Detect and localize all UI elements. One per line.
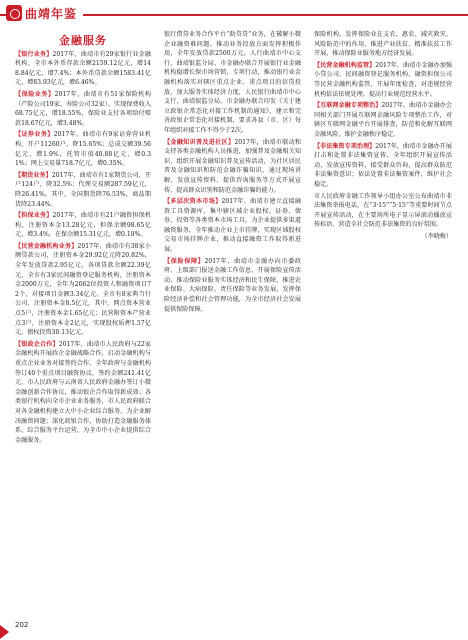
article-paragraph xyxy=(164,197,301,255)
paragraph-heading: 【证券业务】 xyxy=(15,131,54,139)
paragraph-heading: 【互联网金融专项整治】 xyxy=(314,102,382,110)
paragraph-text: 2017年，曲靖市有29家银行业金融机构，全市本外币存款余额2159.12亿元，增148.84亿元，增7.4%；本外币贷款余额1583.41亿元，增83.93亿元，增6.46%。 xyxy=(15,50,151,87)
paragraph-text: 2017年，曲靖市金融办加强小贷公司、民间融资登记服务机构、融资担保公司等民营金融机构监管，开展年度检查，对违规经营机构依法依规处理，提高行业规范经营水平。 xyxy=(314,61,452,98)
paragraph-heading: 【保险保障】 xyxy=(164,257,205,265)
logo-icon xyxy=(6,5,22,21)
article-paragraph xyxy=(15,211,151,240)
column-2 xyxy=(164,30,301,316)
paragraph-text: 银行借贷业务合作平台“助贷贷”业务，在破解小微企业融资难问题，推动业务投放方面发挥积极作用，全年发放贷款2500万元，人行曲靖市中心支行、曲靖银监分局、市金融办联合开展银行业金融机构稳增长保市场营销，专项行动，推动银行业金融机构落实对辖区重点企业、重点项目的信贷投放，加大服务实体经济力度，人民银行曲靖市中心支行、曲靖银监分局、市金融办联合印发《关于建立政银企常态化对接工作机制的通知》，建立和完善政银企常态化对接机制，要求各县（市、区）每年组织对接工作不得少于2次。 xyxy=(164,31,301,134)
article-paragraph xyxy=(314,30,452,59)
paragraph-text: 2017年，曲靖市金融办会同相关部门开展互联网金融风险专项整治工作，对辖区互联网金融平台开展排查，防范和化解互联网金融风险，维护金融秩序稳定。 xyxy=(314,102,452,138)
paragraph-text: 2017年，曲靖市人民政府与22家金融机构开展政企金融战略合作，启动金融机构与重点企业业务对接签约合作，全年政府与金融机构签订40个重点项目融资协议，签约金额241.41亿元，市人民政府与云南省人民政府金融办签订小微金融创新合作协议，推动银企合作取得新成效；各类银行机构向全市企业业务服务，市人民政府联合对各金融机构建立大中小企业综合服务，为企业解决融资问题；深化政银合作，协助打造金融服务体系，综合服务平台运营，为全市中小企业提供综合金融服务。 xyxy=(15,340,151,444)
page-number: 202 xyxy=(15,621,29,629)
paragraph-text: 市人民政府金融工作领导小组办公室公布曲靖市非法集资举报电话，在“3·15”“5·15”等重要时间节点开展宣传活动，在主要场所电子显示屏滚动播放宣传标语，营造全社会防范非法集资的良好氛围。 xyxy=(314,192,452,229)
paragraph-text: 保险机构，发挥保险业在支农、惠农、减灾救灾、风险防范中的作用，推进产业扶贫、精准扶贫工作开展，推动保险业服务地方经济发展。 xyxy=(314,31,452,58)
source-note: （李晓梅） xyxy=(421,232,452,240)
column-1 xyxy=(15,30,151,447)
paragraph-text: 2017年，曲靖市建立直接融资工具资源库，集中辖区域企业股权、证券、债券、投资等各类资本市场工具，为企业提供多渠道融资服务，全年推动企业上市挂牌，实现区域股权交易市场挂牌企业，推动直接融资工作取得新进展。 xyxy=(164,198,301,254)
article-paragraph xyxy=(164,257,301,315)
paragraph-heading: 【金融知识普及进社区】 xyxy=(164,138,235,146)
paragraph-heading: 【期货业务】 xyxy=(15,171,52,179)
paragraph-text: 2017年，曲靖市有51家保险机构（产险公司19家、寿险公司32家）。实现保费收入68.75亿元，增18.55%，保险业支付各项给付赔款18.67亿元，增3.48%。 xyxy=(15,90,151,127)
article-paragraph xyxy=(15,242,151,338)
article-paragraph xyxy=(164,138,301,196)
column-2-body xyxy=(164,30,301,314)
paragraph-heading: 【担保业务】 xyxy=(15,212,53,220)
article-paragraph xyxy=(15,340,151,446)
paragraph-heading: 【多层次资本市场】 xyxy=(164,198,222,206)
column-3-body xyxy=(314,30,452,230)
paragraph-text: 2017年，曲靖市有38家小额贷款公司，注册资本金29.92亿元降20.82%，全年发放贷款2.95亿元，各项贷款余额22.39亿元，全市有3家民间融资登记服务机构，注册资本金2000万元，全年为2062位投资人和融资项目72个，对接项目金额3.34亿元。全市有8家典当行公司，注册资本金8.5亿元，其中，网点资本营业点5户，注册资本金1.65亿元；民营附资本产营业点3户，注册资本金2亿元，实现股权质押1.57亿元，债权投资30.13亿元。 xyxy=(15,242,151,337)
article-paragraph xyxy=(15,90,151,128)
page-header xyxy=(0,0,468,26)
column-1-body xyxy=(15,50,151,446)
paragraph-heading: 【保险业务】 xyxy=(15,90,55,98)
paragraph-text: 2017年，曲靖市有9家证券营业机构，开户11260户，降15.65%；总成交额39.56亿元，增1.9%，托管市值40.88亿元，增0.31%；网上交易量718.7亿元，增0.35%。 xyxy=(15,131,151,168)
paragraph-heading: 【银行业务】 xyxy=(15,50,53,58)
article-paragraph xyxy=(15,171,151,209)
paragraph-text: 2017年，曲靖市联动和支持各类金融机构人员推进，加强普及金融相关知识，组织开展金融知识普及宣传活动，为社区居民普及金融知识和防范金融诈骗知识，通过现场讲解、发放宣传资料、提供咨询服务等方式开展宣传，提高群众识别和防范金融诈骗的能力。 xyxy=(164,138,301,194)
article-paragraph xyxy=(15,130,151,168)
column-3 xyxy=(314,30,452,241)
paragraph-text: 2017年，曲靖市有21户融资担保机构，注册资本金13.28亿元，担保余额98.65亿元，增3.4%，在保余额15.31亿元，增0.18%。 xyxy=(15,212,151,239)
section-title: 金融服务 xyxy=(59,34,107,47)
paragraph-heading: 【非法集资专项治理】 xyxy=(314,142,376,150)
paragraph-text: 2017年，曲靖市金融办向市委政府、上级部门报送金融工作信息，开展保险宣传活动，推动保险业服务实体经济和民生保障，推进农业保险、大病保险、责任保险等业务发展，发挥保险经济补偿和社会管理功能，为全市经济社会发展提供保险保障。 xyxy=(164,257,301,313)
logo-text: 曲靖年鉴 xyxy=(25,6,78,21)
paragraph-text: 2017年，曲靖市金融办开展打击和处置非法集资宣传，全年组织开展宣传活动，发放宣传资料，接受群众咨询，提高群众防范非法集资意识；依法处置非法集资案件，维护社会稳定。 xyxy=(314,142,452,188)
article-paragraph xyxy=(314,192,452,230)
paragraph-heading: 【民营金融机构监管】 xyxy=(314,61,376,69)
paragraph-text: 2017年，曲靖市有1家期货公司，开户124户，降32.5%；代理交易额287.59亿元，降26.41%，其中，全国期货降76.53%，商品期货降23.44%。 xyxy=(15,171,151,208)
page-corner-marker xyxy=(0,625,9,639)
article-paragraph xyxy=(15,50,151,88)
article-paragraph xyxy=(314,142,452,190)
header-logo xyxy=(6,3,83,23)
article-paragraph xyxy=(164,30,301,136)
article-paragraph xyxy=(314,101,452,139)
paragraph-heading: 【银政企合作】 xyxy=(15,340,59,348)
paragraph-heading: 【民营金融机构业务】 xyxy=(15,242,78,250)
article-paragraph xyxy=(314,61,452,99)
